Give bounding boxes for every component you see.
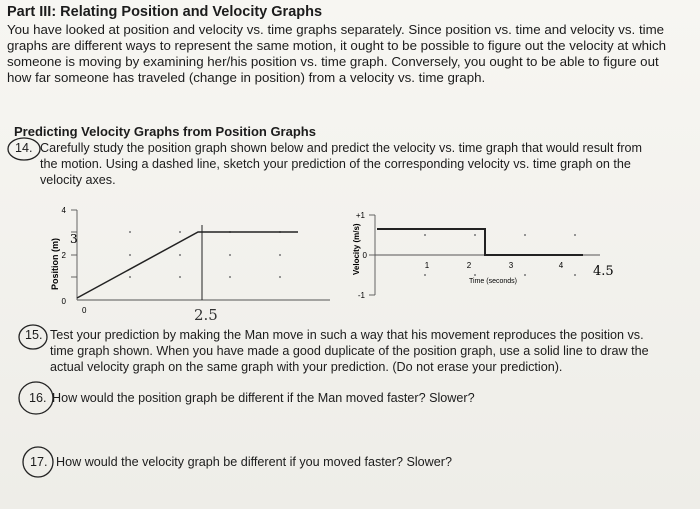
q14-line: Carefully study the position graph shown below and predict the velocity vs. time graph that would result from — [40, 141, 643, 155]
velocity-tick-minus1: -1 — [357, 291, 365, 300]
velocity-ylabel: Velocity (m/s) — [352, 223, 361, 275]
q15-line: Test your prediction by making the Man move in such a way that his movement reproduces the position vs. — [50, 328, 644, 342]
velocity-x-tick-4: 4 — [558, 261, 564, 270]
position-grid — [71, 210, 330, 300]
position-tick-2: 2 — [61, 251, 66, 260]
intro-line: how far someone has traveled (change in position) from a velocity vs. time graph. — [7, 70, 486, 85]
velocity-sketch-line — [377, 229, 583, 255]
position-x-tick-0: 0 — [82, 306, 87, 315]
q16-text: How would the position graph be different if the Man moved faster? Slower? — [52, 391, 475, 405]
velocity-x-tick-1: 1 — [424, 261, 430, 270]
q14-number: 14. — [15, 141, 33, 155]
position-grid-dots — [129, 231, 281, 278]
velocity-handwritten-note: 4.5 — [593, 264, 614, 279]
velocity-tick-plus1: +1 — [355, 211, 365, 220]
intro-line: someone is moving by examining her/his position vs. time graph. Conversely, you ought to be able to figure out — [7, 54, 659, 69]
q16-number: 16. — [29, 391, 47, 405]
velocity-xlabel: Time (seconds) — [469, 278, 517, 285]
part-title: Part III: Relating Position and Velocity Graphs — [7, 4, 323, 20]
position-handwritten-3: 3 — [70, 232, 78, 246]
q15-line: time graph shown. When you have made a good duplicate of the position graph, use a solid line to draw the — [50, 344, 649, 358]
intro-line: You have looked at position and velocity vs. time graphs separately. Since position vs. time and velocity vs. time — [7, 22, 665, 37]
velocity-x-tick-2: 2 — [466, 261, 472, 270]
position-tick-0: 0 — [61, 297, 66, 306]
position-line — [77, 232, 298, 298]
q15-number: 15. — [25, 328, 43, 342]
section-title: Predicting Velocity Graphs from Position Graphs — [14, 124, 316, 139]
position-tick-4: 4 — [61, 206, 66, 215]
velocity-tick-0: 0 — [362, 251, 367, 260]
intro-line: graphs are different ways to represent the same motion, it ought to be possible to figure out the velocity at which — [7, 38, 667, 53]
velocity-x-tick-3: 3 — [508, 261, 514, 270]
q17-text: How would the velocity graph be different if you moved faster? Slower? — [56, 455, 452, 469]
velocity-graph — [345, 205, 625, 310]
q14-circle-mark — [4, 134, 44, 164]
q14-line: the motion. Using a dashed line, sketch your prediction of the corresponding velocity vs. time graph on the — [40, 157, 631, 171]
q17-number: 17. — [30, 455, 48, 469]
position-handwritten-note: 2.5 — [194, 306, 218, 324]
q15-line: actual velocity graph on the same graph with your prediction. (Do not erase your prediction). — [50, 360, 563, 374]
q14-line: velocity axes. — [40, 173, 116, 187]
position-ylabel: Position (m) — [50, 238, 60, 290]
position-graph — [40, 195, 340, 320]
